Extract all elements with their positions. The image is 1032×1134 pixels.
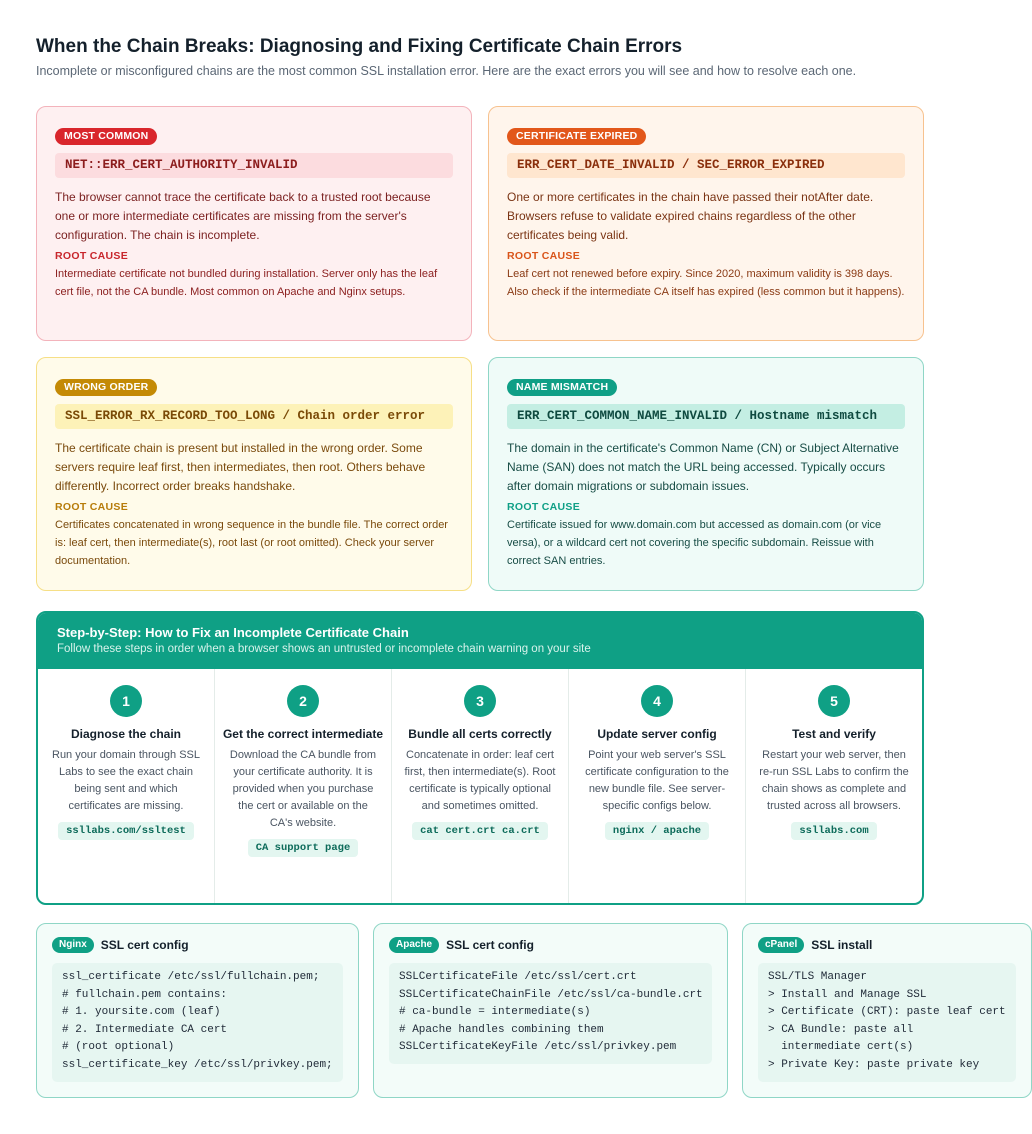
error-description: The domain in the certificate's Common Name (CN) or Subject Alternative Name (SAN) does not match the URL being accessed. Typically occurs after domain migrations or subdomain issues.	[507, 441, 899, 493]
root-cause-text: Intermediate certificate not bundled during installation. Server only has the leaf cert file, not the CA bundle. Most common on Apache and Nginx setups.	[55, 268, 438, 298]
error-description: The browser cannot trace the certificate back to a trusted root because one or more intermediate certificates are missing from the server's configuration. The chain is incomplete.	[55, 190, 431, 242]
root-cause-label: ROOT CAUSE	[507, 250, 581, 262]
error-card-cert-expired	[488, 106, 924, 341]
error-code: ERR_CERT_DATE_INVALID / SEC_ERROR_EXPIRED	[507, 153, 905, 178]
error-code: SSL_ERROR_RX_RECORD_TOO_LONG / Chain order error	[55, 404, 453, 429]
config-header	[758, 937, 1016, 953]
step-chip: ssllabs.com/ssltest	[58, 822, 194, 840]
step-number: 5	[818, 685, 850, 717]
step-update-config	[569, 669, 746, 903]
error-card-authority-invalid	[36, 106, 472, 341]
config-header	[389, 937, 712, 953]
step-number: 3	[464, 685, 496, 717]
step-diagnose	[38, 669, 215, 903]
steps-subtitle: Follow these steps in order when a browser shows an untrusted or incomplete chain warning on your site	[57, 643, 591, 655]
code-block: SSL/TLS Manager > Install and Manage SSL > Certificate (CRT): paste leaf cert > CA Bundle: paste all intermediate cert(s) > Private Key: paste private key	[758, 963, 1016, 1082]
page-subtitle: Incomplete or misconfigured chains are the most common SSL installation error. Here are the exact errors you will see and how to resolve each one.	[36, 64, 857, 78]
step-text: Run your domain through SSL Labs to see the exact chain being sent and which certificates are missing.	[52, 749, 200, 812]
step-text: Concatenate in order: leaf cert first, then intermediate(s). Root certificate is typically optional and sometimes omitted.	[404, 749, 556, 812]
step-chip: cat cert.crt ca.crt	[412, 822, 548, 840]
status-badge: CERTIFICATE EXPIRED	[507, 128, 646, 145]
step-number: 2	[287, 685, 319, 717]
cpanel-config-card	[742, 923, 1032, 1098]
step-title: Test and verify	[792, 727, 876, 741]
root-cause-label: ROOT CAUSE	[55, 250, 129, 262]
step-chip: CA support page	[248, 839, 359, 857]
status-badge: NAME MISMATCH	[507, 379, 617, 396]
step-chip: ssllabs.com	[791, 822, 876, 840]
error-description: The certificate chain is present but installed in the wrong order. Some servers require leaf first, then intermediates, then root. Others behave differently. Incorrect order breaks handshake.	[55, 441, 426, 493]
step-title: Bundle all certs correctly	[408, 727, 552, 741]
server-tag: Apache	[389, 937, 439, 953]
fix-steps-panel	[36, 611, 924, 905]
error-code: NET::ERR_CERT_AUTHORITY_INVALID	[55, 153, 453, 178]
config-title: SSL cert config	[446, 938, 534, 952]
error-card-name-mismatch	[488, 357, 924, 591]
steps-header	[38, 613, 922, 669]
config-title: SSL install	[811, 938, 873, 952]
steps-title: Step-by-Step: How to Fix an Incomplete Certificate Chain	[57, 625, 409, 640]
step-text: Restart your web server, then re-run SSL Labs to confirm the chain shows as complete and trusted across all browsers.	[759, 749, 909, 812]
root-cause-text: Certificate issued for www.domain.com but accessed as domain.com (or vice versa), or a wildcard cert not covering the specific subdomain. Reissue with correct SAN entries.	[507, 519, 882, 567]
code-block: ssl_certificate /etc/ssl/fullchain.pem; # fullchain.pem contains: # 1. yoursite.com (leaf) # 2. Intermediate CA cert # (root optional) ssl_certificate_key /etc/ssl/privkey.pem;	[52, 963, 343, 1082]
config-title: SSL cert config	[100, 938, 189, 952]
error-description: One or more certificates in the chain have passed their notAfter date. Browsers refuse to validate expired chains regardless of the other certificates being valid.	[507, 190, 874, 242]
step-chip: nginx / apache	[605, 822, 709, 840]
step-test-verify	[746, 669, 922, 903]
root-cause-label: ROOT CAUSE	[507, 501, 581, 513]
root-cause-text: Certificates concatenated in wrong sequence in the bundle file. The correct order is: leaf cert, then intermediate(s), root last (or root omitted). Check your server documentation.	[55, 519, 448, 567]
error-code: ERR_CERT_COMMON_NAME_INVALID / Hostname mismatch	[507, 404, 905, 429]
step-text: Download the CA bundle from your certificate authority. It is provided when you purchase the cert or available on the CA's website.	[229, 749, 377, 829]
server-tag: Nginx	[52, 937, 94, 953]
code-block: SSLCertificateFile /etc/ssl/cert.crt SSLCertificateChainFile /etc/ssl/ca-bundle.crt # ca-bundle = intermediate(s) # Apache handles combining them SSLCertificateKeyFile /etc/ssl/privkey.pem	[389, 963, 712, 1064]
step-title: Diagnose the chain	[70, 727, 182, 741]
step-text: Point your web server's SSL certificate configuration to the new bundle file. See server-specific configs below.	[585, 749, 729, 812]
step-number: 1	[110, 685, 142, 717]
step-title: Get the correct intermediate	[222, 727, 384, 741]
page-title: When the Chain Breaks: Diagnosing and Fixing Certificate Chain Errors	[36, 36, 683, 57]
step-title: Update server config	[597, 727, 717, 741]
status-badge: MOST COMMON	[55, 128, 157, 145]
status-badge: WRONG ORDER	[55, 379, 157, 396]
step-bundle-certs	[392, 669, 569, 903]
nginx-config-card	[36, 923, 359, 1098]
config-header	[52, 937, 343, 953]
apache-config-card	[373, 923, 728, 1098]
error-card-wrong-order	[36, 357, 472, 591]
root-cause-text: Leaf cert not renewed before expiry. Since 2020, maximum validity is 398 days. Also check if the intermediate CA itself has expired (less common but it happens).	[507, 268, 905, 298]
root-cause-label: ROOT CAUSE	[55, 501, 129, 513]
step-number: 4	[641, 685, 673, 717]
server-tag: cPanel	[758, 937, 804, 953]
step-get-intermediate	[215, 669, 392, 903]
steps-row	[38, 669, 922, 903]
